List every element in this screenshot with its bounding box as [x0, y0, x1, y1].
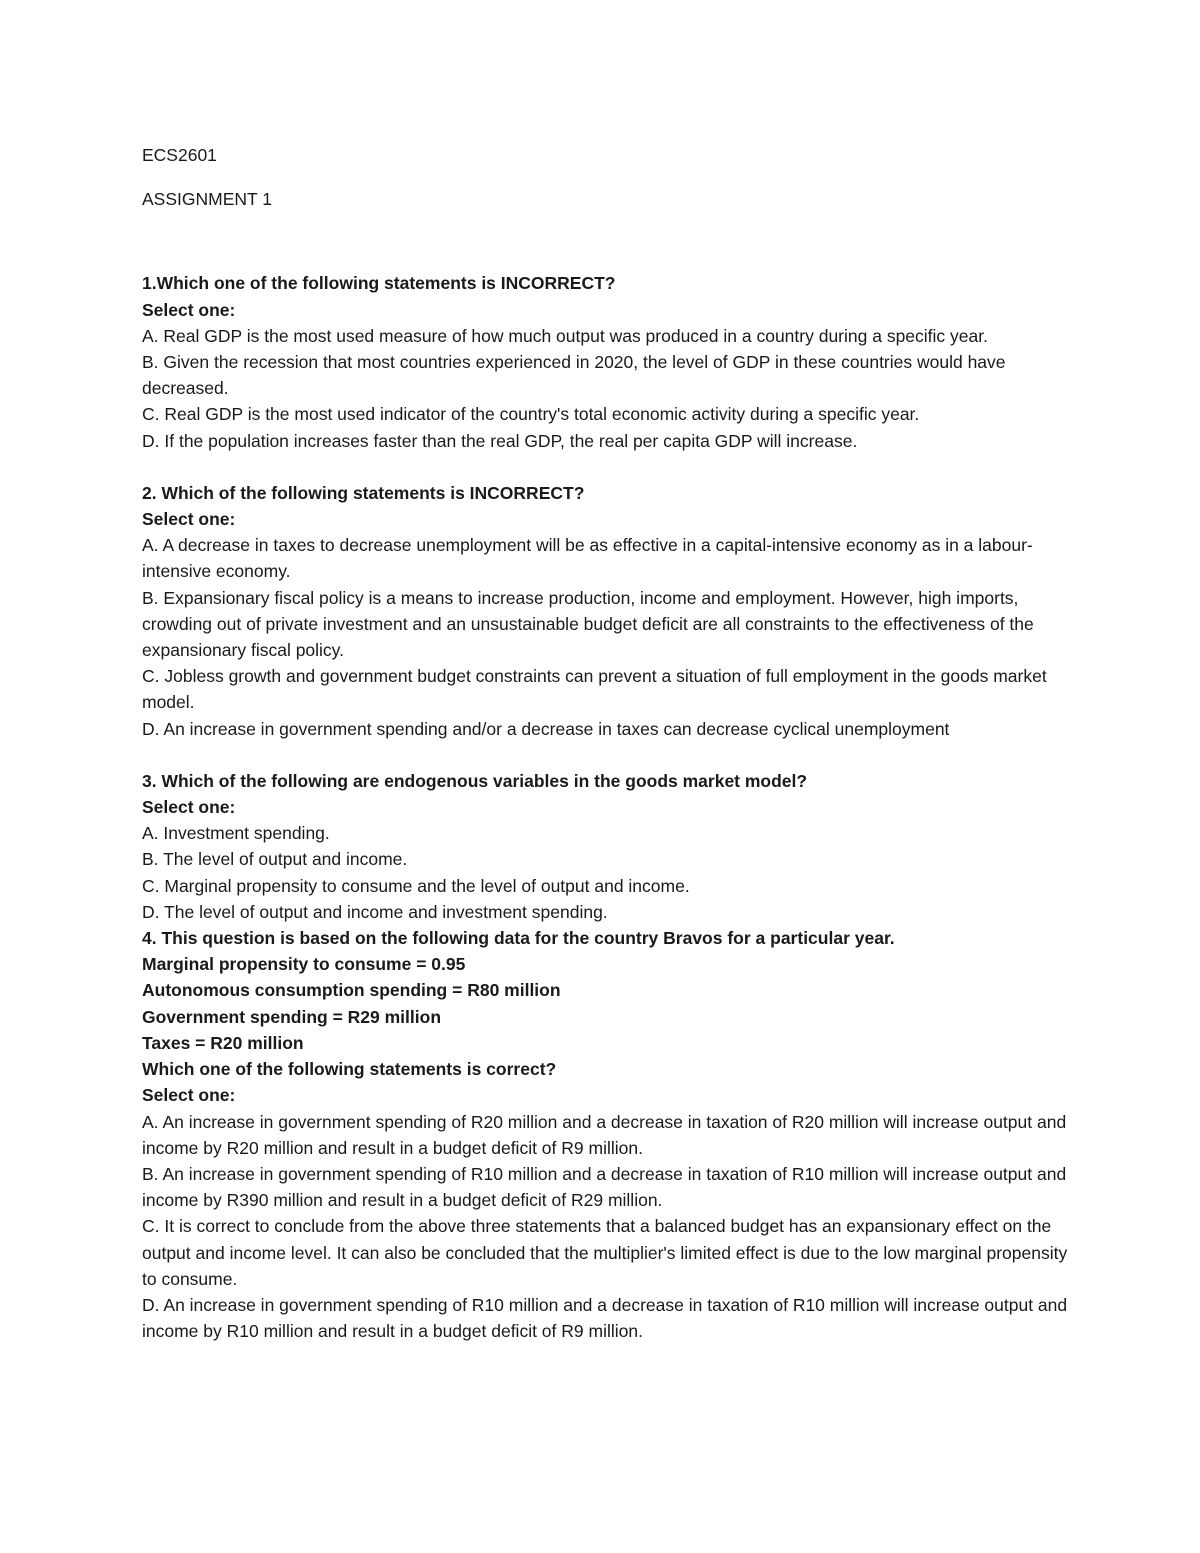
question-4: [142, 925, 1072, 1344]
option-letter: D.: [142, 1294, 160, 1315]
option-letter: C.: [142, 1216, 160, 1237]
option-text: The level of output and income.: [163, 849, 408, 870]
option-letter: B.: [142, 849, 159, 870]
given-autonomous-consumption: Autonomous consumption spending = R80 million: [142, 980, 561, 1001]
question-1-title: 1.Which one of the following statements is INCORRECT?: [142, 273, 616, 294]
question-4-option-a: [142, 1109, 1072, 1161]
option-letter: A.: [142, 823, 159, 844]
option-letter: C.: [142, 666, 160, 687]
option-letter: A.: [142, 1111, 159, 1132]
question-2-select-one: Select one:: [142, 509, 236, 530]
question-2-option-c: [142, 663, 1072, 715]
option-text: It is correct to conclude from the above three statements that a balanced budget has an expansionary effect on the output and income level. It can also be concluded that the multiplier's limited effect is due to the low marginal propensity to consume.: [142, 1216, 1068, 1289]
question-1-option-d: [142, 428, 1072, 454]
question-4-select-one: Select one:: [142, 1085, 236, 1106]
option-letter: B.: [142, 352, 159, 373]
given-taxes: Taxes = R20 million: [142, 1032, 304, 1053]
option-text: An increase in government spending of R10 million and a decrease in taxation of R10 million will increase output and income by R390 million and result in a budget deficit of R29 million.: [142, 1163, 1067, 1211]
option-text: An increase in government spending of R10 million and a decrease in taxation of R10 million will increase output and income by R10 million and result in a budget deficit of R9 million.: [142, 1294, 1068, 1342]
question-4-option-b: [142, 1161, 1072, 1213]
option-text: Marginal propensity to consume and the level of output and income.: [164, 875, 690, 896]
question-2-option-d: [142, 716, 1072, 742]
option-letter: D.: [142, 718, 160, 739]
question-4-option-c: [142, 1213, 1072, 1292]
option-letter: B.: [142, 587, 159, 608]
question-3-option-b: [142, 846, 1072, 872]
option-text: Expansionary fiscal policy is a means to increase production, income and employment. However, high imports, crowding out of private investment and an unsustainable budget deficit are all constraints to the effectiveness of the expansionary fiscal policy.: [142, 587, 1034, 661]
given-mpc: Marginal propensity to consume = 0.95: [142, 954, 466, 975]
document-page: [142, 142, 1072, 1344]
assignment-title: ASSIGNMENT 1: [142, 189, 272, 210]
question-2-title: 2. Which of the following statements is INCORRECT?: [142, 482, 585, 503]
option-letter: A.: [142, 325, 159, 346]
question-1-option-a: [142, 323, 1072, 349]
question-3-option-c: [142, 873, 1072, 899]
option-text: An increase in government spending of R20 million and a decrease in taxation of R20 million will increase output and income by R20 million and result in a budget deficit of R9 million.: [142, 1111, 1067, 1158]
question-3-option-d: [142, 899, 1072, 925]
option-letter: D.: [142, 430, 160, 451]
option-text: An increase in government spending and/or a decrease in taxes can decrease cyclical unemployment: [163, 718, 950, 739]
question-3-option-a: [142, 820, 1072, 846]
question-3: [142, 768, 1072, 925]
question-3-select-one: Select one:: [142, 797, 236, 818]
question-2-option-a: [142, 532, 1072, 584]
question-3-title: 3. Which of the following are endogenous variables in the goods market model?: [142, 770, 808, 791]
option-letter: C.: [142, 875, 160, 896]
question-1-select-one: Select one:: [142, 299, 236, 320]
option-text: Given the recession that most countries experienced in 2020, the level of GDP in these countries would have decreased.: [142, 352, 1006, 399]
question-1-option-c: [142, 401, 1072, 427]
option-letter: B.: [142, 1163, 159, 1184]
question-2: [142, 480, 1072, 742]
option-text: If the population increases faster than the real GDP, the real per capita GDP will increase.: [164, 430, 858, 451]
option-text: Real GDP is the most used indicator of the country's total economic activity during a specific year.: [164, 404, 920, 425]
question-1-option-b: [142, 349, 1072, 401]
question-4-title: 4. This question is based on the following data for the country Bravos for a particular year.: [142, 928, 895, 949]
course-code: ECS2601: [142, 145, 217, 165]
option-text: A decrease in taxes to decrease unemployment will be as effective in a capital-intensive economy as in a labour-intensive economy.: [142, 535, 1033, 582]
question-4-prompt: Which one of the following statements is correct?: [142, 1059, 557, 1080]
option-text: Investment spending.: [163, 823, 330, 844]
option-letter: D.: [142, 901, 160, 922]
option-text: Real GDP is the most used measure of how much output was produced in a country during a specific year.: [163, 325, 988, 346]
question-4-option-d: [142, 1292, 1072, 1344]
given-government-spending: Government spending = R29 million: [142, 1006, 442, 1027]
question-1: [142, 270, 1072, 453]
option-text: The level of output and income and investment spending.: [164, 901, 608, 922]
question-2-option-b: [142, 585, 1072, 664]
option-letter: A.: [142, 535, 159, 556]
option-letter: C.: [142, 404, 160, 425]
option-text: Jobless growth and government budget constraints can prevent a situation of full employment in the goods market model.: [142, 666, 1047, 713]
